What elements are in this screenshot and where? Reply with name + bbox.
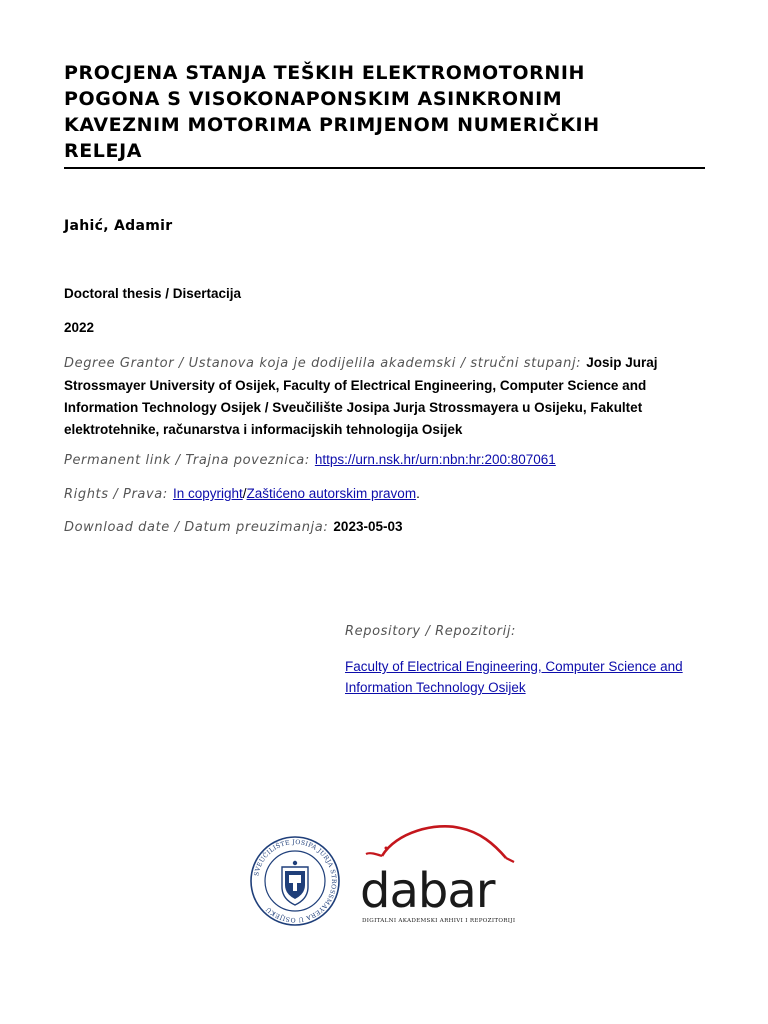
university-seal-logo (249, 835, 341, 927)
permanent-link[interactable]: https://urn.nsk.hr/urn:nbn:hr:200:807061 (314, 452, 556, 467)
rights-row (64, 483, 420, 505)
repository-label: Repository / Repozitorij: (345, 624, 517, 639)
degree-grantor-value: Josip Juraj Strossmayer University of Osijek, Faculty of Electrical Engineering, Computer Science and Information Technology Osijek / Sveučilište Josipa Jurja Strossmayera u Osijeku, Fakultet elektrotehnike, računarstva i informacijskih tehnologija Osijek (64, 355, 658, 437)
repository-label-row (345, 620, 516, 642)
title-divider (64, 167, 705, 169)
rights-link-zasticeno[interactable]: Zaštićeno autorskim pravom (246, 486, 417, 501)
degree-grantor-label: Degree Grantor / Ustanova koja je dodijelila akademski / stručni stupanj: (64, 356, 582, 371)
rights-label: Rights / Prava: (64, 487, 168, 502)
svg-text:SVEUČILIŠTE JOSIPA JURJA STROS: SVEUČILIŠTE JOSIPA JURJA STROSSMAYERA U OSIJEKU (253, 838, 338, 924)
svg-text:DIGITALNI AKADEMSKI ARHIVI I R: DIGITALNI AKADEMSKI ARHIVI I REPOZITORIJI (362, 918, 516, 924)
repository-link[interactable]: Faculty of Electrical Engineering, Computer Science and Information Technology Osijek (345, 659, 683, 695)
publication-year: 2022 (64, 320, 95, 335)
svg-text:dabar: dabar (360, 863, 495, 919)
rights-link-in-copyright[interactable]: In copyright (172, 486, 243, 501)
author-name: Jahić, Adamir (64, 218, 173, 234)
dabar-logo (356, 818, 518, 928)
permanent-link-label: Permanent link / Trajna poveznica: (64, 453, 310, 468)
download-date-value: 2023-05-03 (333, 519, 403, 534)
download-date-row (64, 516, 402, 538)
document-title: PROCJENA STANJA TEŠKIH ELEKTROMOTORNIH POGONA S VISOKONAPONSKIM ASINKRONIM KAVEZNIM MOTORIMA PRIMJENOM NUMERIČKIH RELEJA (64, 62, 600, 162)
repository-link-row (345, 656, 685, 698)
degree-grantor (64, 351, 714, 440)
rights-separator: / (242, 486, 247, 501)
download-date-label: Download date / Datum preuzimanja: (64, 520, 329, 535)
document-type: Doctoral thesis / Disertacija (64, 286, 242, 301)
rights-end: . (416, 486, 420, 501)
permanent-link-row (64, 449, 556, 471)
